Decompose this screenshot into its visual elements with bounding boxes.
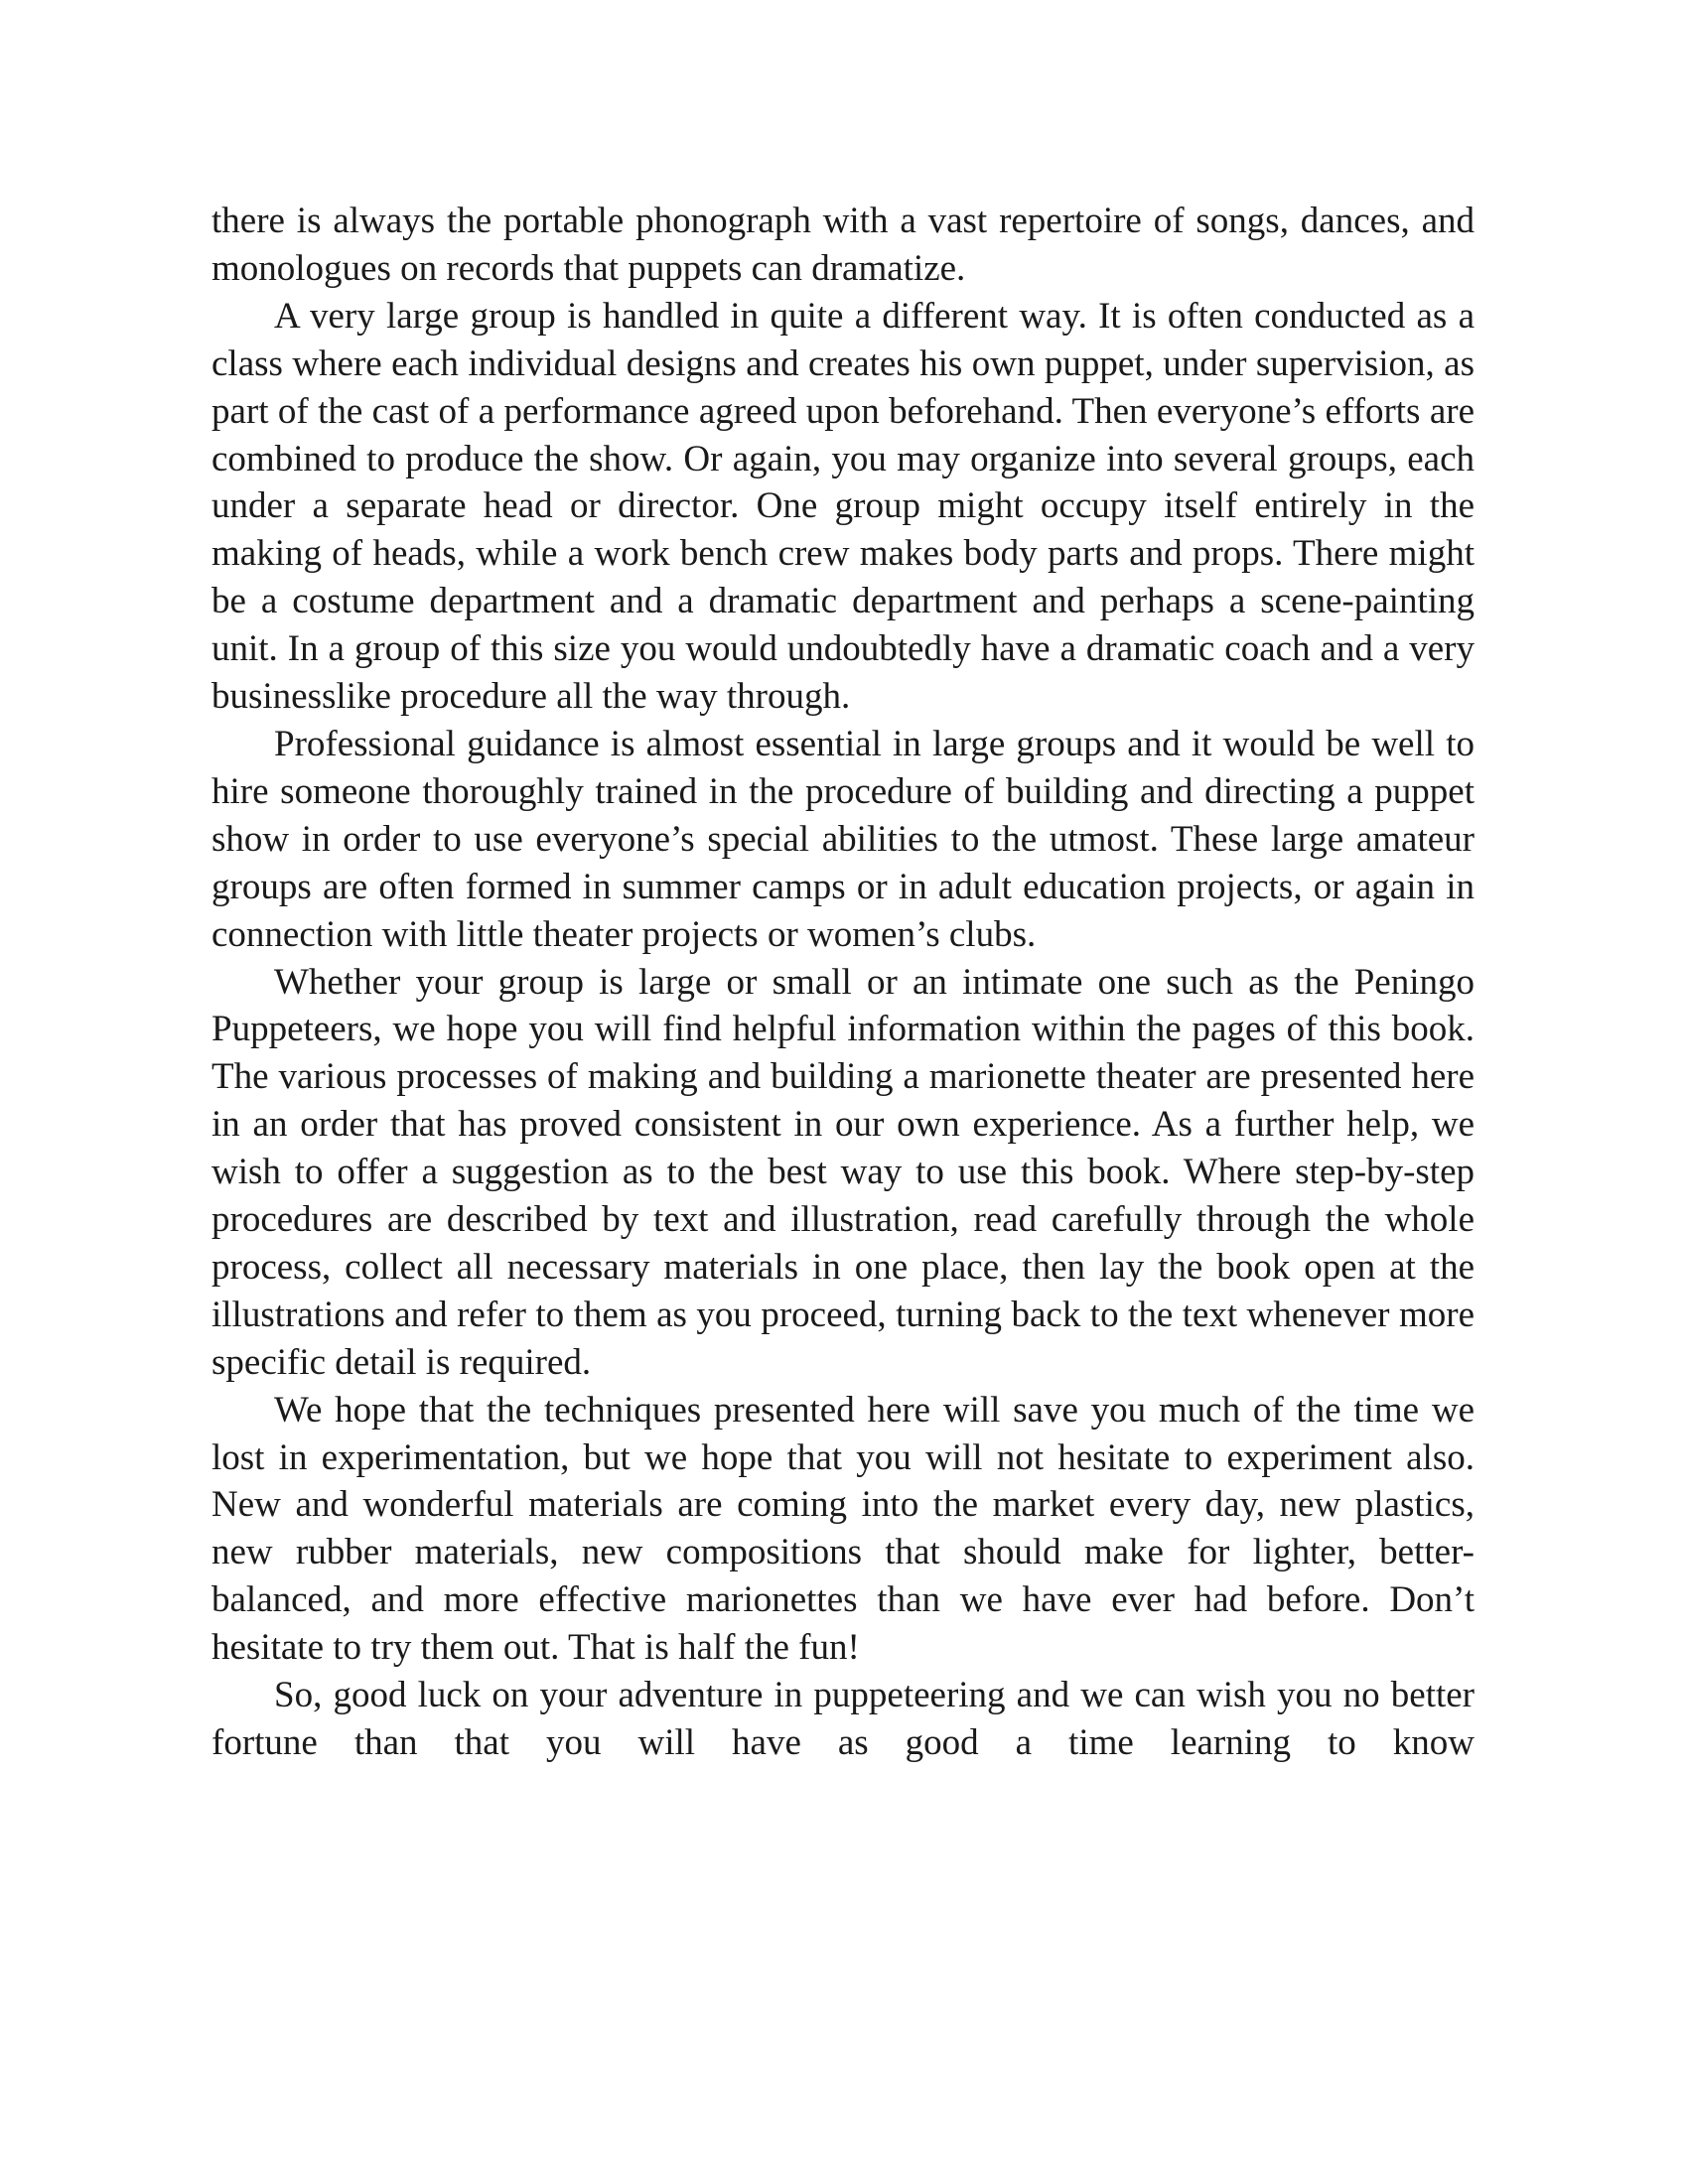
body-text — [211, 198, 1475, 1767]
paragraph-large-group: A very large group is handled in quite a different way. It is often conducted as a class where each individual designs and creates his own puppet, under supervision, as part of the cast of a performance agreed upon beforehand. Then everyone’s efforts are combined to produce the show. Or again, you may organize into several groups, each under a separate head or director. One group might occupy itself entirely in the making of heads, while a work bench crew makes body parts and props. There might be a costume department and a dramatic department and perhaps a scene-painting unit. In a group of this size you would undoubtedly have a dramatic coach and a very businesslike procedure all the way through. — [211, 295, 1475, 718]
paragraph-good-luck: So, good luck on your adventure in puppeteering and we can wish you no better fortune than that you will have as good a time learning to know — [211, 1675, 1475, 1763]
paragraph-using-this-book: Whether your group is large or small or an intimate one such as the Peningo Puppeteers, we hope you will find helpful information within the pages of this book. The various processes of making and building a marionette theater are presented here in an order that has proved consistent in our own experience. As a further help, we wish to offer a suggestion as to the best way to use this book. Where step-by-step procedures are described by text and illustration, read carefully through the whole process, collect all necessary materials in one place, then lay the book open at the illustrations and refer to them as you proceed, turning back to the text whenever more specific detail is required. — [211, 961, 1475, 1383]
paragraph-experimentation: We hope that the techniques presented here will save you much of the time we lost in experimentation, but we hope that you will not hesitate to experiment also. New and wonderful materials are coming into the market every day, new plastics, new rubber materials, new compositions that should make for lighter, better-balanced, and more effective marionettes than we have ever had before. Don’t hesitate to try them out. That is half the fun! — [211, 1389, 1475, 1669]
paragraph-professional-guidance: Professional guidance is almost essential in large groups and it would be well to hire someone thoroughly trained in the procedure of building and directing a puppet show in order to use everyone’s special abilities to the utmost. These large amateur groups are often formed in summer camps or in adult education projects, or again in connection with little theater projects or women’s clubs. — [211, 723, 1475, 955]
paragraph-continuation: there is always the portable phonograph with a vast repertoire of songs, dances, and monologues on records that puppets can dramatize. — [211, 201, 1475, 289]
